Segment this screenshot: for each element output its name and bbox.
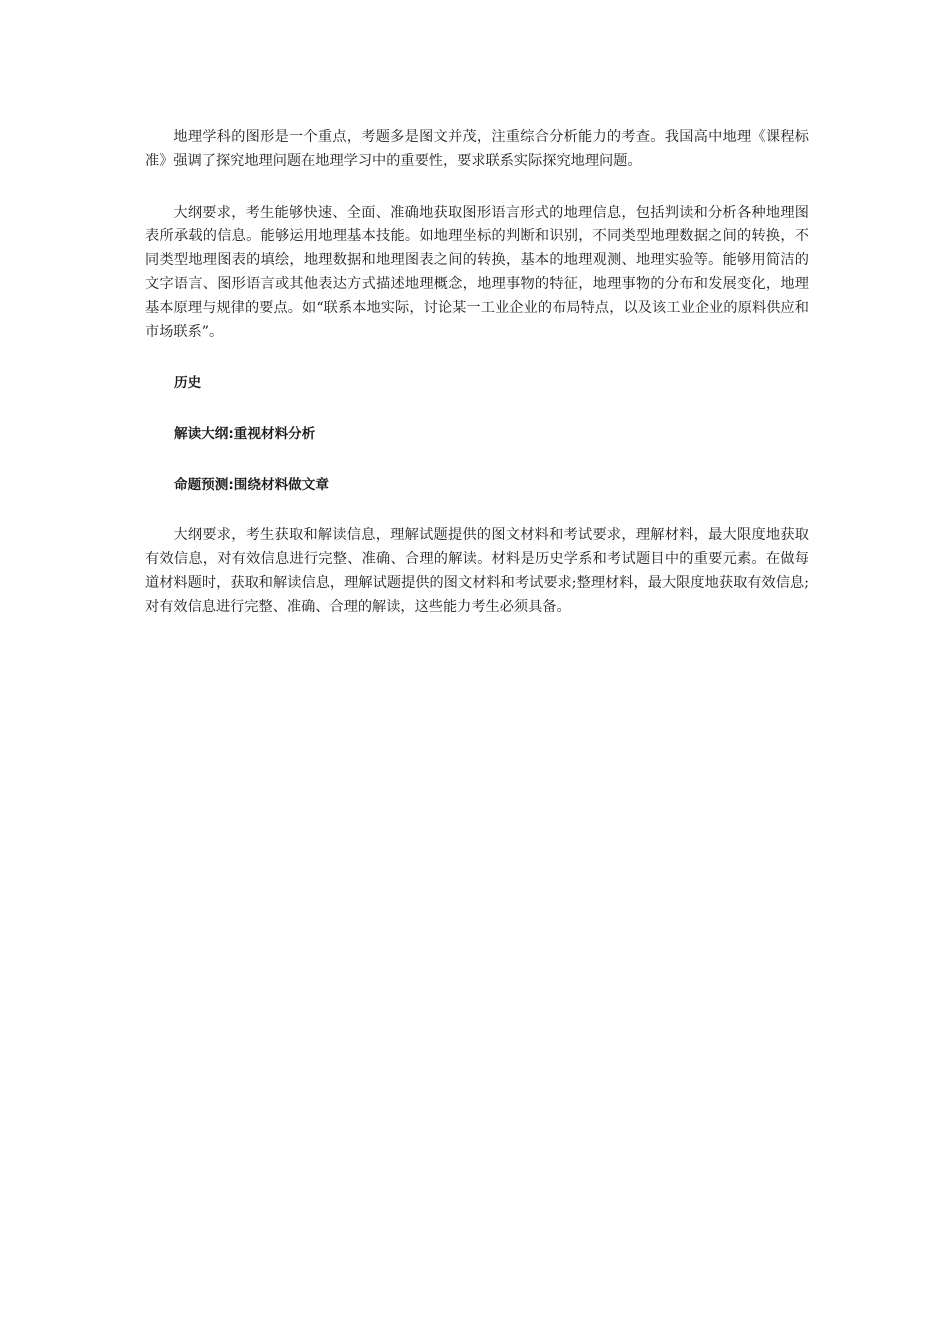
heading-history: 历史 [174,375,202,392]
heading-prediction: 命题预测:围绕材料做文章 [174,477,329,494]
paragraph-geography-intro: 地理学科的图形是一个重点，考题多是图文并茂，注重综合分析能力的考查。我国高中地理《课程标准》强调了探究地理问题在地理学习中的重要性，要求联系实际探究地理问题。 [145,129,809,169]
document-page [145,126,809,620]
heading-read-outline: 解读大纲:重视材料分析 [174,426,316,443]
paragraph-geography-requirements: 大纲要求，考生能够快速、全面、准确地获取图形语言形式的地理信息，包括判读和分析各种地理图表所承载的信息。能够运用地理基本技能。如地理坐标的判断和识别，不同类型地理数据之间的转换，不同类型地理图表的填绘，地理数据和地理图表之间的转换，基本的地理观测、地理实验等。能够用简洁的文字语言、图形语言或其他表达方式描述地理概念，地理事物的特征，地理事物的分布和发展变化，地理基本原理与规律的要点。如“联系本地实际，讨论某一工业企业的布局特点，以及该工业企业的原料供应和市场联系”。 [145,204,809,340]
paragraph-history-requirements: 大纲要求，考生获取和解读信息，理解试题提供的图文材料和考试要求，理解材料，最大限度地获取有效信息，对有效信息进行完整、准确、合理的解读。材料是历史学系和考试题目中的重要元素。在做每道材料题时，获取和解读信息，理解试题提供的图文材料和考试要求;整理材料，最大限度地获取有效信息;对有效信息进行完整、准确、合理的解读，这些能力考生必须具备。 [145,527,809,615]
